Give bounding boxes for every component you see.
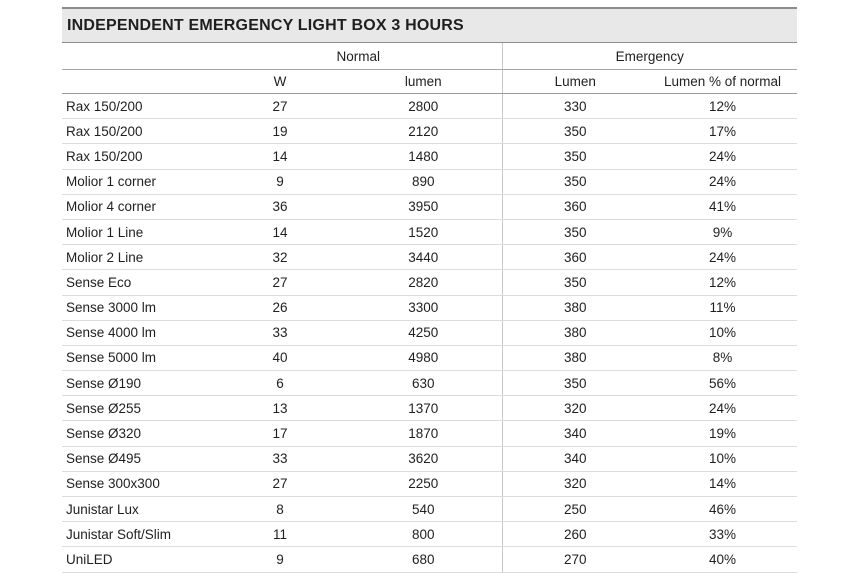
emergency-lumen: 350: [502, 219, 648, 244]
emergency-lumen-pct: 33%: [648, 522, 797, 547]
product-name: Sense 4000 lm: [62, 320, 215, 345]
emergency-lumen: 270: [502, 547, 648, 572]
normal-lumen: 3300: [345, 295, 502, 320]
table-row: [62, 547, 797, 572]
normal-watt: 33: [215, 446, 345, 471]
normal-lumen: 2800: [345, 94, 502, 119]
emergency-lumen-pct: 40%: [648, 547, 797, 572]
emergency-lumen-pct: 8%: [648, 345, 797, 370]
emergency-lumen-pct: 24%: [648, 396, 797, 421]
emergency-lumen-pct: 17%: [648, 119, 797, 144]
product-name: Junistar Soft/Slim: [62, 522, 215, 547]
table-row: [62, 245, 797, 270]
emergency-lumen-pct: 14%: [648, 471, 797, 496]
emergency-lumen: 380: [502, 345, 648, 370]
product-name: Sense 5000 lm: [62, 345, 215, 370]
group-header-empty: [62, 43, 215, 70]
normal-watt: 14: [215, 219, 345, 244]
emergency-lumen: 250: [502, 497, 648, 522]
emergency-lumen-pct: 9%: [648, 219, 797, 244]
emergency-lumen-pct: 46%: [648, 497, 797, 522]
normal-lumen: 3440: [345, 245, 502, 270]
normal-lumen: 2120: [345, 119, 502, 144]
table-row: [62, 522, 797, 547]
col-header-lumen-pct-of-normal: Lumen % of normal: [648, 70, 797, 94]
product-name: Sense Ø190: [62, 371, 215, 396]
normal-watt: 6: [215, 371, 345, 396]
table-row: [62, 371, 797, 396]
column-header-row: [62, 70, 797, 94]
normal-watt: 27: [215, 94, 345, 119]
normal-lumen: 1480: [345, 144, 502, 169]
emergency-lumen: 320: [502, 396, 648, 421]
emergency-lumen: 380: [502, 295, 648, 320]
emergency-lumen-pct: 24%: [648, 245, 797, 270]
product-name: Rax 150/200: [62, 94, 215, 119]
normal-lumen: 1370: [345, 396, 502, 421]
col-header-w: W: [215, 70, 345, 94]
emergency-lumen: 350: [502, 169, 648, 194]
normal-watt: 27: [215, 270, 345, 295]
normal-lumen: 680: [345, 547, 502, 572]
emergency-lumen: 350: [502, 371, 648, 396]
table-row: [62, 194, 797, 219]
table-row: [62, 169, 797, 194]
col-header-lumen: lumen: [345, 70, 502, 94]
normal-lumen: 4250: [345, 320, 502, 345]
emergency-lumen-pct: 24%: [648, 169, 797, 194]
table-row: [62, 219, 797, 244]
emergency-lumen: 330: [502, 94, 648, 119]
product-name: Sense Ø255: [62, 396, 215, 421]
normal-watt: 27: [215, 471, 345, 496]
table-row: [62, 497, 797, 522]
normal-lumen: 890: [345, 169, 502, 194]
normal-lumen: 800: [345, 522, 502, 547]
normal-watt: 8: [215, 497, 345, 522]
normal-lumen: 3950: [345, 194, 502, 219]
normal-watt: 13: [215, 396, 345, 421]
table-row: [62, 94, 797, 119]
product-name: Molior 1 corner: [62, 169, 215, 194]
emergency-lumen: 260: [502, 522, 648, 547]
product-name: Molior 2 Line: [62, 245, 215, 270]
emergency-lumen: 320: [502, 471, 648, 496]
col-header-emergency-lumen: Lumen: [502, 70, 648, 94]
product-name: Rax 150/200: [62, 119, 215, 144]
normal-lumen: 2250: [345, 471, 502, 496]
normal-lumen: 2820: [345, 270, 502, 295]
normal-watt: 32: [215, 245, 345, 270]
normal-watt: 33: [215, 320, 345, 345]
table-row: [62, 119, 797, 144]
emergency-lumen-pct: 19%: [648, 421, 797, 446]
table-title: INDEPENDENT EMERGENCY LIGHT BOX 3 HOURS: [62, 7, 797, 43]
table-row: [62, 421, 797, 446]
normal-watt: 40: [215, 345, 345, 370]
normal-lumen: 630: [345, 371, 502, 396]
emergency-lumen: 350: [502, 270, 648, 295]
table-row: [62, 345, 797, 370]
product-name: Junistar Lux: [62, 497, 215, 522]
product-name: Sense Ø320: [62, 421, 215, 446]
product-name: Molior 1 Line: [62, 219, 215, 244]
normal-watt: 14: [215, 144, 345, 169]
group-header-row: [62, 43, 797, 70]
data-table: [62, 43, 797, 573]
normal-lumen: 3620: [345, 446, 502, 471]
emergency-lumen-pct: 24%: [648, 144, 797, 169]
group-header-emergency: Emergency: [502, 43, 797, 70]
product-name: Sense 300x300: [62, 471, 215, 496]
normal-watt: 36: [215, 194, 345, 219]
emergency-lumen: 340: [502, 446, 648, 471]
normal-watt: 19: [215, 119, 345, 144]
emergency-lumen: 360: [502, 194, 648, 219]
product-name: Sense Eco: [62, 270, 215, 295]
normal-lumen: 540: [345, 497, 502, 522]
normal-lumen: 1870: [345, 421, 502, 446]
emergency-lumen: 360: [502, 245, 648, 270]
normal-watt: 9: [215, 169, 345, 194]
product-name: Rax 150/200: [62, 144, 215, 169]
normal-watt: 17: [215, 421, 345, 446]
normal-lumen: 4980: [345, 345, 502, 370]
table-row: [62, 144, 797, 169]
product-name: Sense 3000 lm: [62, 295, 215, 320]
table-row: [62, 295, 797, 320]
table-row: [62, 471, 797, 496]
emergency-lumen: 340: [502, 421, 648, 446]
normal-watt: 26: [215, 295, 345, 320]
product-name: Sense Ø495: [62, 446, 215, 471]
normal-lumen: 1520: [345, 219, 502, 244]
product-name: Molior 4 corner: [62, 194, 215, 219]
emergency-lumen-pct: 56%: [648, 371, 797, 396]
emergency-lumen-pct: 12%: [648, 270, 797, 295]
group-header-normal: Normal: [215, 43, 502, 70]
emergency-lumen-pct: 41%: [648, 194, 797, 219]
normal-watt: 9: [215, 547, 345, 572]
emergency-lumen-pct: 11%: [648, 295, 797, 320]
table-row: [62, 446, 797, 471]
emergency-lumen-pct: 10%: [648, 446, 797, 471]
emergency-light-table: [62, 7, 797, 573]
emergency-lumen-pct: 12%: [648, 94, 797, 119]
table-row: [62, 396, 797, 421]
table-row: [62, 270, 797, 295]
col-header-product: [62, 70, 215, 94]
emergency-lumen: 350: [502, 119, 648, 144]
product-name: UniLED: [62, 547, 215, 572]
emergency-lumen-pct: 10%: [648, 320, 797, 345]
emergency-lumen: 380: [502, 320, 648, 345]
emergency-lumen: 350: [502, 144, 648, 169]
normal-watt: 11: [215, 522, 345, 547]
table-row: [62, 320, 797, 345]
